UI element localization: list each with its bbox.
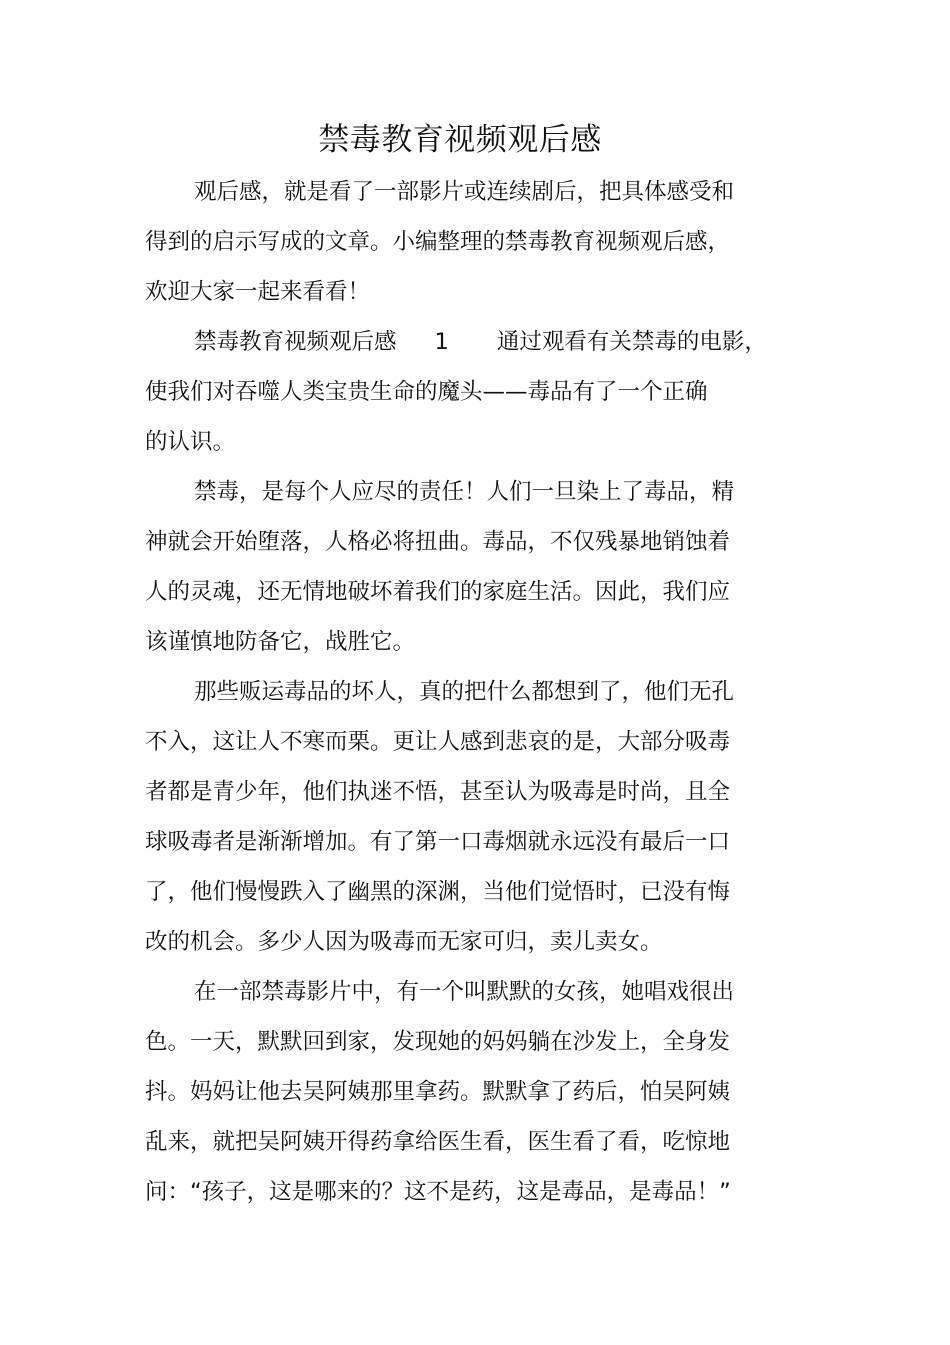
paragraph-4-line-4: 球吸毒者是渐渐增加。有了第一口毒烟就永远没有最后一口 bbox=[145, 829, 731, 855]
subheading-label: 禁毒教育视频观后感 bbox=[194, 329, 397, 355]
paragraph-3-line-3: 人的灵魂，还无情地破坏着我们的家庭生活。因此，我们应 bbox=[145, 579, 731, 605]
paragraph-4-line-1: 那些贩运毒品的坏人，真的把什么都想到了，他们无孔 bbox=[194, 679, 735, 705]
paragraph-1-line-2: 得到的启示写成的文章。小编整理的禁毒教育视频观后感， bbox=[145, 229, 731, 255]
paragraph-2-line-1 bbox=[194, 327, 767, 357]
paragraph-4-line-2: 不入，这让人不寒而栗。更让人感到悲哀的是，大部分吸毒 bbox=[145, 729, 731, 755]
paragraph-5-line-2: 色。一天，默默回到家，发现她的妈妈躺在沙发上，全身发 bbox=[145, 1029, 731, 1055]
paragraph-5-line-5: 问：“孩子，这是哪来的？这不是药，这是毒品，是毒品！” bbox=[145, 1179, 731, 1205]
paragraph-5-line-4: 乱来，就把吴阿姨开得药拿给医生看，医生看了看，吃惊地 bbox=[145, 1129, 731, 1155]
paragraph-5-line-1: 在一部禁毒影片中，有一个叫默默的女孩，她唱戏很出 bbox=[194, 979, 735, 1005]
document-title: 禁毒教育视频观后感 bbox=[318, 122, 602, 158]
paragraph-2-line-2: 使我们对吞噬人类宝贵生命的魔头——毒品有了一个正确 bbox=[145, 379, 708, 405]
paragraph-1-line-1: 观后感，就是看了一部影片或连续剧后，把具体感受和 bbox=[194, 179, 735, 205]
subheading-number: 1 bbox=[434, 329, 449, 355]
paragraph-5-line-3: 抖。妈妈让他去吴阿姨那里拿药。默默拿了药后，怕吴阿姨 bbox=[145, 1079, 731, 1105]
paragraph-2-line-1-text: 通过观看有关禁毒的电影， bbox=[496, 329, 767, 355]
paragraph-3-line-2: 神就会开始堕落，人格必将扭曲。毒品，不仅残暴地销蚀着 bbox=[145, 529, 731, 555]
paragraph-4-line-5: 了，他们慢慢跌入了幽黑的深渊，当他们觉悟时，已没有悔 bbox=[145, 879, 731, 905]
paragraph-3-line-1: 禁毒，是每个人应尽的责任！人们一旦染上了毒品，精 bbox=[194, 479, 735, 505]
paragraph-4-line-6: 改的机会。多少人因为吸毒而无家可归，卖儿卖女。 bbox=[145, 929, 663, 955]
paragraph-1-line-3: 欢迎大家一起来看看！ bbox=[145, 279, 371, 305]
paragraph-2-line-3: 的认识。 bbox=[145, 429, 236, 455]
paragraph-4-line-3: 者都是青少年，他们执迷不悟，甚至认为吸毒是时尚，且全 bbox=[145, 779, 731, 805]
paragraph-3-line-4: 该谨慎地防备它，战胜它。 bbox=[145, 629, 416, 655]
